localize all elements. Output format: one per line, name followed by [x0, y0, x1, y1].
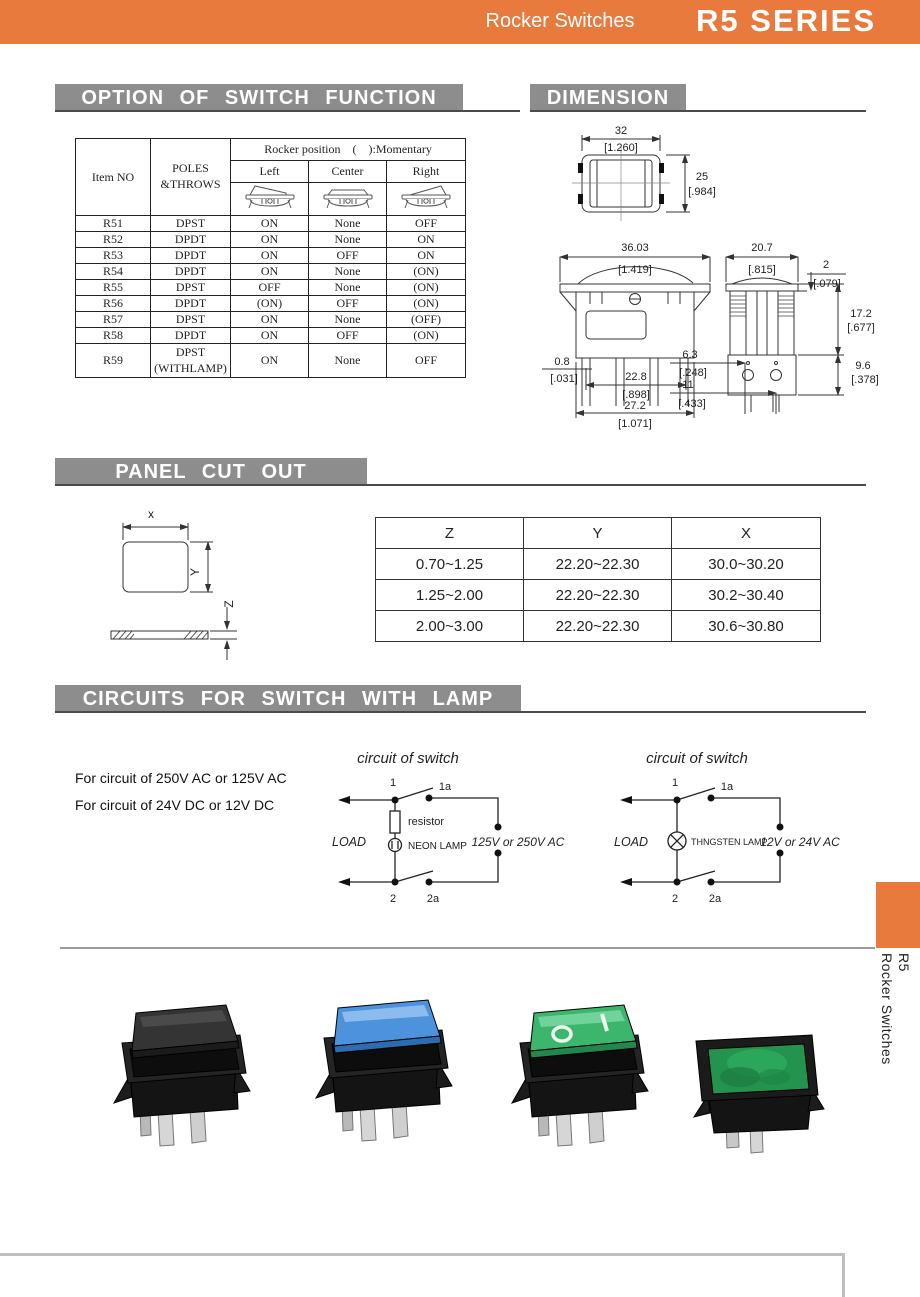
- panel-x-label: x: [148, 507, 154, 521]
- switch-function-table: [75, 138, 466, 378]
- product-photo-green-lens-rocker: [662, 995, 847, 1170]
- col-header-left: Left: [231, 161, 309, 183]
- col-header-center: Center: [309, 161, 387, 183]
- arrow-left-icon: [338, 796, 350, 804]
- note-line: For circuit of 24V DC or 12V DC: [75, 797, 275, 813]
- circuit-title: circuit of switch: [357, 750, 459, 767]
- footer-frame: [0, 1253, 845, 1297]
- panel-col-x: X: [672, 518, 821, 549]
- table-row: 1.25~2.00 22.20~22.30 30.2~30.40: [376, 580, 821, 611]
- table-row: R53 DPDT ON OFF ON: [76, 248, 466, 264]
- dim-front-width-in: [1.419]: [618, 264, 652, 276]
- resistor-label: resistor: [408, 816, 445, 828]
- col-header-poles: POLES &THROWS: [151, 139, 231, 216]
- panel-col-z: Z: [376, 518, 524, 549]
- product-photo-green-rocker-io: [486, 985, 671, 1160]
- side-tab: [876, 882, 920, 948]
- terminal-label: 2: [389, 893, 397, 905]
- dim-side-pin-off-in: [.248]: [679, 367, 707, 379]
- heading-underline: [55, 711, 866, 713]
- category-title: Rocker Switches: [485, 10, 635, 32]
- arrow-left-icon: [338, 878, 350, 886]
- dim-side-width: 20.7: [751, 242, 773, 254]
- table-row: R58 DPDT ON OFF (ON): [76, 328, 466, 344]
- rocker-right-icon: [394, 183, 458, 211]
- dim-front-lip: 0.8: [554, 356, 570, 368]
- panel-y-label: Y: [188, 567, 202, 577]
- series-title: R5 SERIES: [696, 3, 876, 38]
- dim-front-lip-in: [.031]: [550, 373, 578, 385]
- heading-panel-cut-out: PANEL CUT OUT: [55, 458, 367, 486]
- load-label: LOAD: [614, 835, 649, 849]
- heading-dimension: DIMENSION: [530, 84, 686, 112]
- dim-side-width-in: [.815]: [748, 264, 776, 276]
- voltage-label: 125V or 250V AC: [471, 835, 565, 849]
- heading-switch-function: OPTION OF SWITCH FUNCTION: [55, 84, 463, 112]
- dim-side-pin-sp-in: [.433]: [678, 398, 706, 410]
- heading-underline: [55, 110, 520, 112]
- terminal-label: 1: [389, 777, 397, 789]
- dim-top-height: 25: [695, 171, 709, 183]
- dim-front-width: 36.03: [621, 242, 649, 254]
- rocker-center-icon: [316, 183, 380, 211]
- dim-side-pin-sp: 11: [682, 379, 694, 391]
- rocker-left-icon: [238, 183, 302, 211]
- terminal-label: 1a: [720, 781, 734, 793]
- panel-col-y: Y: [524, 518, 672, 549]
- dim-top-width: 32: [614, 125, 628, 137]
- circuit-diagram-tungsten: [612, 745, 852, 915]
- table-row: R57 DPST ON None (OFF): [76, 312, 466, 328]
- product-photo-black-rocker: [88, 985, 273, 1160]
- note-line: For circuit of 250V AC or 125V AC: [75, 770, 287, 786]
- table-row: 0.70~1.25 22.20~22.30 30.0~30.20: [376, 549, 821, 580]
- col-header-rocker-position: Rocker position ( ):Momentary: [231, 139, 466, 161]
- dim-side-depth-in: [.677]: [847, 322, 875, 334]
- table-row: R59 DPST (WITHLAMP) ON None OFF: [76, 344, 466, 378]
- heading-underline: [530, 110, 866, 112]
- dim-side-flange-in: [.079]: [813, 278, 841, 290]
- heading-underline: [55, 484, 866, 486]
- terminal-label: 2a: [708, 893, 722, 905]
- neon-lamp-label: NEON LAMP: [408, 841, 467, 852]
- divider: [60, 947, 875, 949]
- terminal-label: 1: [671, 777, 679, 789]
- col-header-right: Right: [387, 161, 466, 183]
- table-row: R51 DPST ON None OFF: [76, 216, 466, 232]
- dim-front-inner-w-in: [.898]: [622, 389, 650, 401]
- table-row: R54 DPDT ON None (ON): [76, 264, 466, 280]
- heading-circuits: CIRCUITS FOR SWITCH WITH LAMP: [55, 685, 521, 713]
- top-banner: [0, 0, 920, 44]
- arrow-left-icon: [620, 796, 632, 804]
- dimension-drawing: [530, 118, 920, 448]
- tungsten-lamp-label: THNGSTEN LAMP: [691, 837, 768, 847]
- dim-front-outer-w: 27.2: [624, 400, 646, 412]
- dim-side-flange: 2: [822, 259, 830, 271]
- dim-front-outer-w-in: [1.071]: [618, 418, 652, 430]
- side-tab-series: R5: [896, 953, 912, 972]
- product-photo-blue-rocker: [290, 980, 475, 1155]
- load-label: LOAD: [332, 835, 367, 849]
- dim-top-width-in: [1.260]: [604, 142, 638, 154]
- terminal-label: 2a: [426, 893, 440, 905]
- panel-cut-out-table: [375, 517, 821, 642]
- table-row: R55 DPST OFF None (ON): [76, 280, 466, 296]
- dim-side-term: 9.6: [855, 360, 871, 372]
- table-row: 2.00~3.00 22.20~22.30 30.6~30.80: [376, 611, 821, 642]
- dim-side-pin-off: 6.3: [682, 349, 698, 361]
- voltage-label: 12V or 24V AC: [760, 835, 840, 849]
- terminal-label: 2: [671, 893, 679, 905]
- dim-side-depth: 17.2: [850, 308, 872, 320]
- table-row: R56 DPDT (ON) OFF (ON): [76, 296, 466, 312]
- side-tab-text: Rocker Switches: [879, 953, 895, 1065]
- col-header-item-no: Item NO: [76, 139, 151, 216]
- circuit-notes: [75, 765, 287, 819]
- circuit-title: circuit of switch: [646, 750, 748, 767]
- terminal-label: 1a: [438, 781, 452, 793]
- arrow-left-icon: [620, 878, 632, 886]
- panel-z-label: Z: [222, 600, 236, 608]
- dim-front-inner-w: 22.8: [625, 371, 647, 383]
- circuit-diagram-neon: [330, 745, 570, 915]
- side-tab-label: [878, 953, 912, 1065]
- table-row: R52 DPDT ON None ON: [76, 232, 466, 248]
- dim-side-term-in: [.378]: [851, 374, 879, 386]
- panel-cut-out-diagram: [85, 500, 265, 670]
- dim-top-height-in: [.984]: [688, 186, 716, 198]
